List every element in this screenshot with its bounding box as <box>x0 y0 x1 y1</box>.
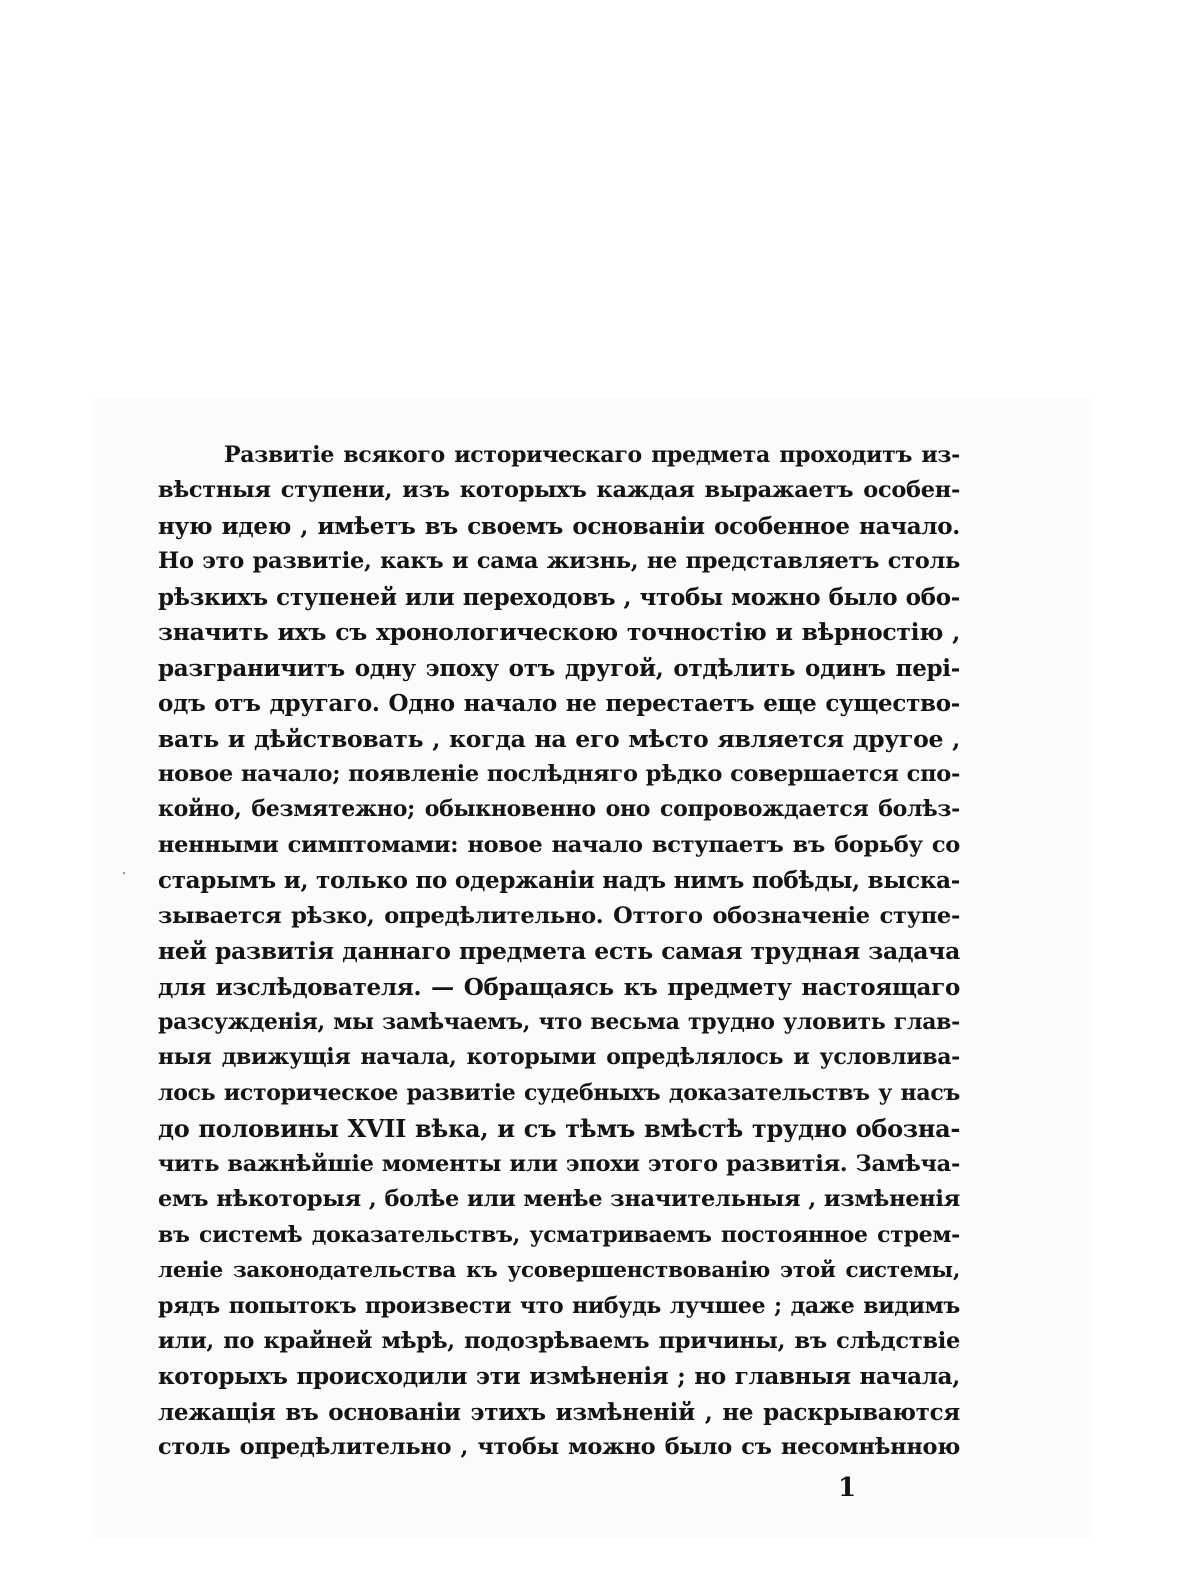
text-line: ней развитія даннаго предмета есть самая трудная задача <box>158 937 960 966</box>
text-line: вать и дѣйствовать , когда на его мѣсто является другое , <box>158 724 960 753</box>
text-line: ныя движущія начала, которыми опредѣлялось и условлива- <box>158 1044 960 1071</box>
text-line: которыхъ происходили эти измѣненія ; но главныя начала, <box>158 1363 960 1391</box>
text-line: лежащія въ основаніи этихъ измѣненій , не раскрываются <box>158 1398 960 1426</box>
text-line: лось историческое развитіе судебныхъ доказательствъ у насъ <box>158 1079 960 1106</box>
text-line: зывается рѣзко, опредѣлительно. Оттого обозначеніе ступе- <box>158 902 960 929</box>
text-line: Но это развитіе, какъ и сама жизнь, не представляетъ столь <box>158 548 960 575</box>
text-line: одъ отъ другаго. Одно начало не перестаетъ еще существо- <box>158 690 960 718</box>
text-line: леніе законодательства къ усовершенствованію этой системы, <box>158 1258 960 1284</box>
text-line: или, по крайней мѣрѣ, подозрѣваемъ причины, въ слѣдствіе <box>158 1327 960 1354</box>
scan-speck <box>123 872 125 874</box>
body-text <box>158 438 960 1466</box>
text-line: койно, безмятежно; обыкновенно оно сопровождается болѣз- <box>158 796 960 823</box>
text-line: вѣстныя ступени, изъ которыхъ каждая выражаетъ особен- <box>158 477 960 504</box>
text-line: емъ нѣкоторыя , болѣе или менѣе значительныя , измѣненія <box>158 1186 960 1213</box>
text-line: новое начало; появленіе послѣдняго рѣдко совершается спо- <box>158 760 960 787</box>
page-number: 1 <box>838 1473 857 1503</box>
text-line: рядъ попытокъ произвести что нибудь лучшее ; даже видимъ <box>158 1292 960 1319</box>
text-line: ную идею , имѣетъ въ своемъ основаніи особенное начало. <box>158 512 960 540</box>
text-line: разграничитъ одну эпоху отъ другой, отдѣлить одинъ пері- <box>158 654 960 682</box>
text-line: ненными симптомами: новое начало вступаетъ въ борьбу со <box>158 831 960 858</box>
text-line: до половины XVII вѣка, и съ тѣмъ вмѣстѣ трудно обозна- <box>158 1114 960 1144</box>
text-line: Развитіе всякого историческаго предмета проходитъ из- <box>224 442 960 468</box>
text-line: значить ихъ съ хронологическою точностію и вѣрностію , <box>158 618 960 647</box>
text-line: рѣзкихъ ступеней или переходовъ , чтобы можно было обо- <box>158 583 960 611</box>
text-line: столь опредѣлительно , чтобы можно было съ несомнѣнною <box>158 1434 960 1461</box>
text-line: въ системѣ доказательствъ, усматриваемъ постоянное стрем- <box>158 1221 960 1248</box>
text-line: для изслѣдователя. — Обращаясь къ предмету настоящаго <box>158 973 960 1001</box>
text-line: разсужденія, мы замѣчаемъ, что весьма трудно уловить глав- <box>158 1009 960 1035</box>
text-line: старымъ и, только по одержаніи надъ нимъ побѣды, выска- <box>158 867 960 895</box>
text-line: чить важнѣйшіе моменты или эпохи этого развитія. Замѣча- <box>158 1150 960 1177</box>
